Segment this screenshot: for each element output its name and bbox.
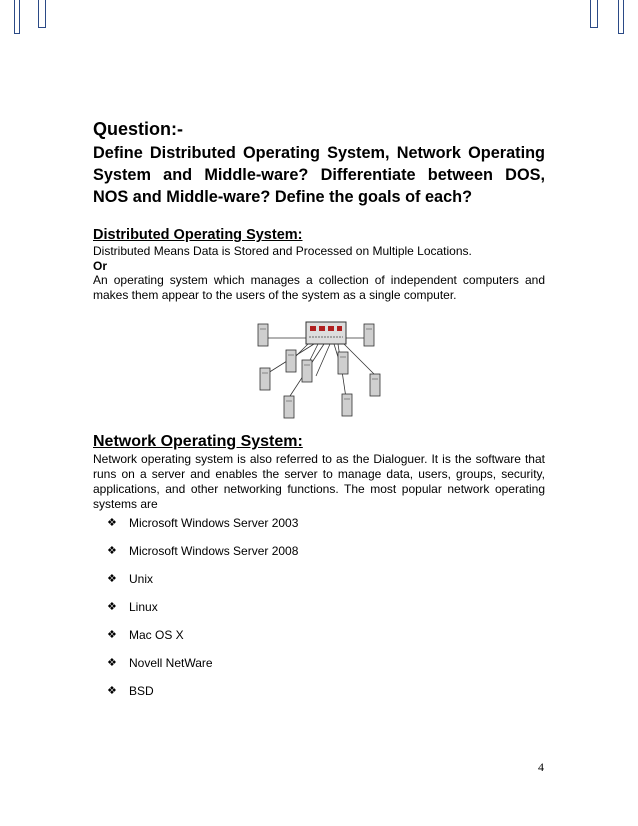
dos-definition-1: Distributed Means Data is Stored and Processed on Multiple Locations.	[93, 244, 472, 258]
dos-or: Or	[93, 259, 108, 273]
diamond-bullet-icon: ❖	[107, 545, 117, 557]
list-item-label: Mac OS X	[129, 628, 184, 642]
question-text: Define Distributed Operating System, Network Operating System and Middle-ware? Differentiate between DOS, NOS and Middle-ware? Define the goals of each?	[93, 144, 545, 206]
nos-list	[93, 516, 545, 712]
list-item-label: Novell NetWare	[129, 656, 213, 670]
list-item-label: Linux	[129, 600, 158, 614]
page-border-corner	[618, 0, 624, 34]
list-item	[107, 684, 545, 712]
nos-section	[93, 432, 545, 712]
diamond-bullet-icon: ❖	[107, 601, 117, 613]
nos-heading: Network Operating System:	[93, 433, 303, 450]
list-item-label: BSD	[129, 684, 154, 698]
page-number: 4	[538, 760, 544, 774]
page-border-corner	[590, 0, 598, 28]
page-border-corner	[14, 0, 20, 34]
page-border-corner	[38, 0, 46, 28]
diamond-bullet-icon: ❖	[107, 573, 117, 585]
list-item-label: Unix	[129, 572, 154, 586]
list-item	[107, 544, 545, 572]
list-item	[107, 600, 545, 628]
question-label: Question:-	[93, 119, 183, 139]
dos-heading: Distributed Operating System:	[93, 227, 303, 243]
diamond-bullet-icon: ❖	[107, 517, 117, 529]
network-links	[264, 338, 374, 398]
network-switch	[306, 322, 346, 344]
nos-definition: Network operating system is also referred to as the Dialoguer. It is the software that runs on a server and enables the server to manage data, users, groups, security, applications, and other networking functions. The most popular network operating systems are	[93, 452, 545, 511]
dos-definition-2: An operating system which manages a collection of independent computers and makes them appear to the users of the system as a single computer.	[93, 273, 545, 302]
list-item	[107, 516, 545, 544]
list-item-label: Microsoft Windows Server 2003	[129, 516, 299, 530]
list-item	[107, 628, 545, 656]
diamond-bullet-icon: ❖	[107, 657, 117, 669]
list-item	[107, 656, 545, 684]
diamond-bullet-icon: ❖	[107, 629, 117, 641]
list-item	[107, 572, 545, 600]
list-item-label: Microsoft Windows Server 2008	[129, 544, 299, 558]
diamond-bullet-icon: ❖	[107, 685, 117, 697]
network-diagram-figure	[246, 318, 390, 430]
question-section	[93, 118, 545, 303]
